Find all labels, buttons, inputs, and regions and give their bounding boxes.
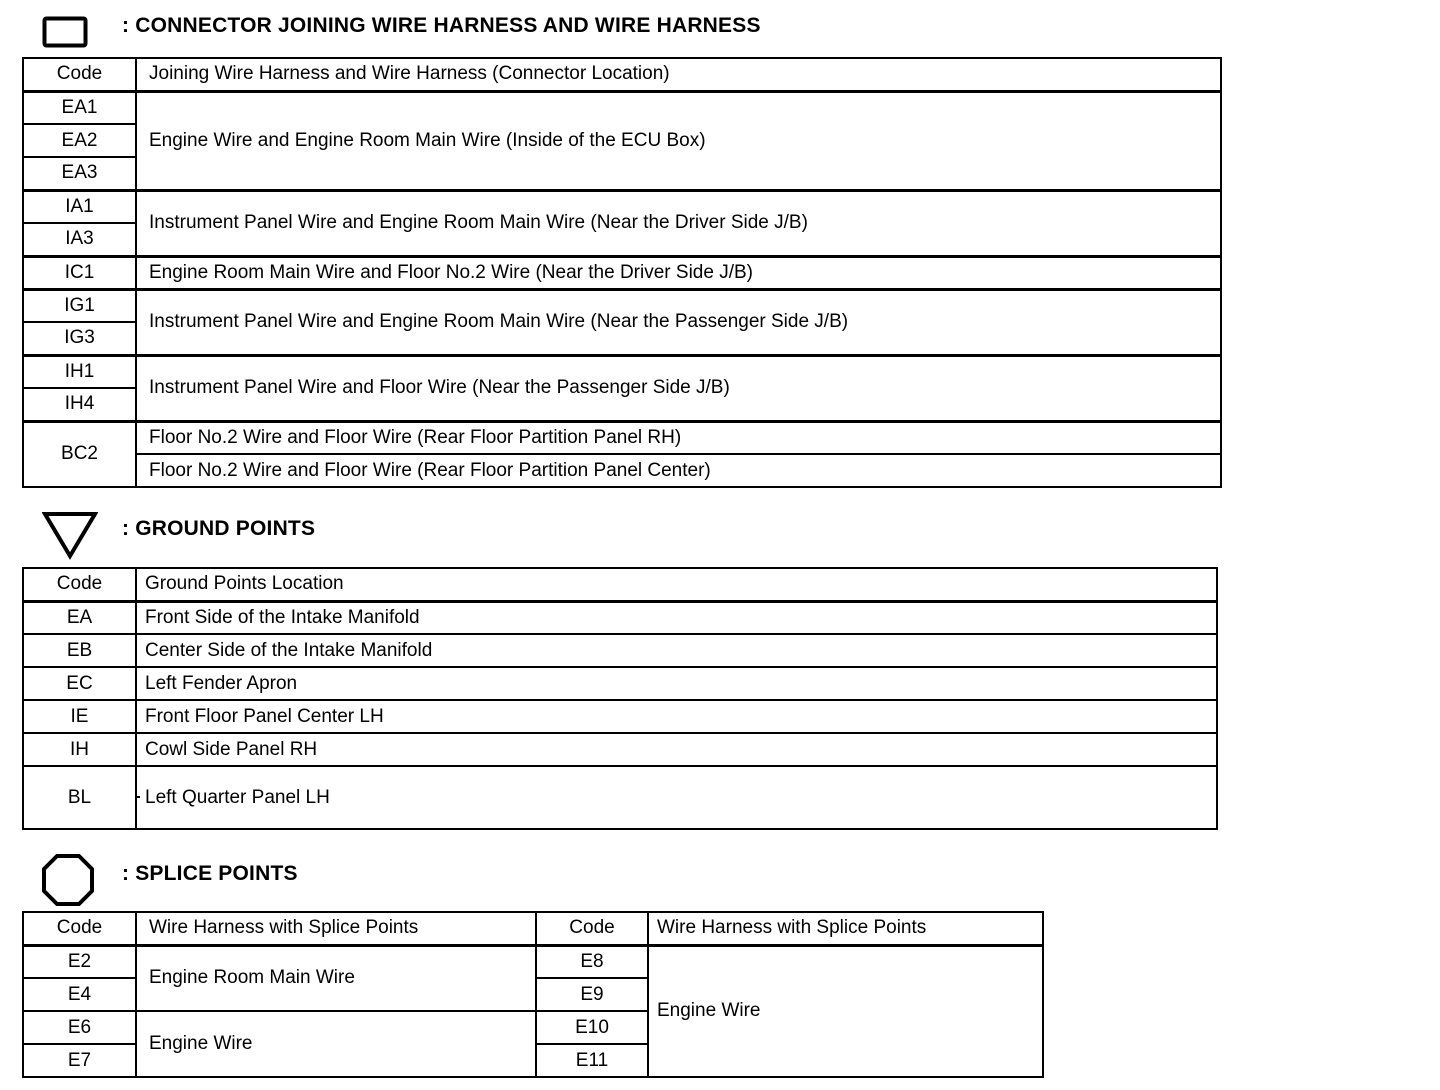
- splice-harness: Engine Wire: [136, 1011, 536, 1077]
- triangle-ground-icon: [42, 510, 98, 560]
- connector-code: IA1: [23, 190, 136, 223]
- ground-header-code: Code: [23, 568, 136, 601]
- ground-location: Front Floor Panel Center LH: [136, 700, 1217, 733]
- connector-description: Engine Wire and Engine Room Main Wire (Inside of the ECU Box): [136, 91, 1221, 190]
- splice-section-title: : SPLICE POINTS: [122, 862, 298, 885]
- connector-code: EA2: [23, 124, 136, 157]
- splice-header-harness: Wire Harness with Splice Points: [136, 912, 536, 945]
- splice-code: E11: [536, 1044, 648, 1077]
- connector-code: IG3: [23, 322, 136, 355]
- ground-location: Left Fender Apron: [136, 667, 1217, 700]
- ground-code: EC: [23, 667, 136, 700]
- ground-location: Left Quarter Panel LH: [145, 786, 330, 808]
- connector-header-code: Code: [23, 58, 136, 91]
- splice-code: E2: [23, 945, 136, 978]
- splice-header-harness: Wire Harness with Splice Points: [648, 912, 1043, 945]
- splice-code: E7: [23, 1044, 136, 1077]
- connector-description: Instrument Panel Wire and Engine Room Main Wire (Near the Driver Side J/B): [136, 190, 1221, 256]
- octagon-splice-icon: [41, 853, 95, 907]
- ground-code: BL: [23, 766, 136, 829]
- connector-code: IC1: [23, 256, 136, 289]
- splice-code: E6: [23, 1011, 136, 1044]
- connector-code: IG1: [23, 289, 136, 322]
- ground-header-location: Ground Points Location: [136, 568, 1217, 601]
- tick-mark: [136, 796, 140, 798]
- connector-section-title: : CONNECTOR JOINING WIRE HARNESS AND WIRE HARNESS: [122, 14, 761, 37]
- connector-table: [22, 57, 1222, 488]
- connector-code: EA1: [23, 91, 136, 124]
- connector-description: Floor No.2 Wire and Floor Wire (Rear Floor Partition Panel RH): [136, 421, 1221, 454]
- connector-code: EA3: [23, 157, 136, 190]
- splice-header-code: Code: [23, 912, 136, 945]
- splice-harness: Engine Room Main Wire: [136, 945, 536, 1011]
- connector-header-location: Joining Wire Harness and Wire Harness (Connector Location): [136, 58, 1221, 91]
- ground-location: Center Side of the Intake Manifold: [136, 634, 1217, 667]
- connector-description: Engine Room Main Wire and Floor No.2 Wire (Near the Driver Side J/B): [136, 256, 1221, 289]
- ground-section-title: : GROUND POINTS: [122, 517, 316, 540]
- connector-description: Instrument Panel Wire and Engine Room Main Wire (Near the Passenger Side J/B): [136, 289, 1221, 355]
- ground-location: Cowl Side Panel RH: [136, 733, 1217, 766]
- splice-harness: Engine Wire: [648, 945, 1043, 1077]
- ground-code: EB: [23, 634, 136, 667]
- connector-code: IH4: [23, 388, 136, 421]
- splice-code: E8: [536, 945, 648, 978]
- ground-code: IE: [23, 700, 136, 733]
- splice-table: [22, 911, 1044, 1078]
- connector-description: Instrument Panel Wire and Floor Wire (Near the Passenger Side J/B): [136, 355, 1221, 421]
- splice-code: E10: [536, 1011, 648, 1044]
- ground-code: EA: [23, 601, 136, 634]
- ground-code: IH: [23, 733, 136, 766]
- splice-code: E4: [23, 978, 136, 1011]
- splice-header-code: Code: [536, 912, 648, 945]
- connector-code: BC2: [23, 421, 136, 487]
- connector-code: IH1: [23, 355, 136, 388]
- ground-location-cell: [136, 766, 1217, 829]
- splice-code: E9: [536, 978, 648, 1011]
- rectangle-connector-icon: [42, 15, 88, 49]
- connector-description: Floor No.2 Wire and Floor Wire (Rear Floor Partition Panel Center): [136, 454, 1221, 487]
- ground-table: [22, 567, 1218, 830]
- connector-code: IA3: [23, 223, 136, 256]
- ground-location: Front Side of the Intake Manifold: [136, 601, 1217, 634]
